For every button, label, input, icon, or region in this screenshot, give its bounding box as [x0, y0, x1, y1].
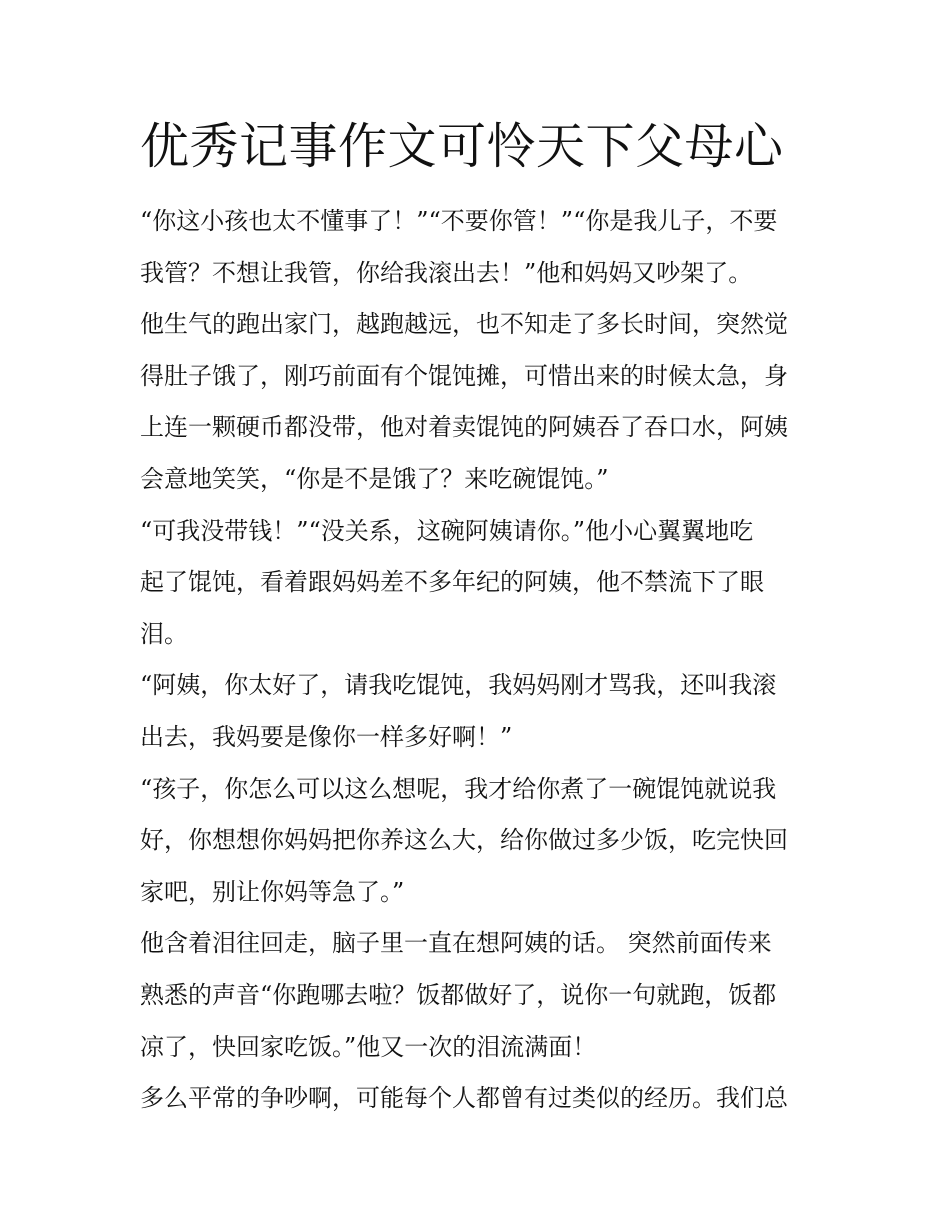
document-title: 优秀记事作文可怜天下父母心	[140, 118, 784, 175]
text-line: 起了馄饨，看着跟妈妈差不多年纪的阿姨，他不禁流下了眼	[140, 568, 764, 597]
text-line: 多么平常的争吵啊，可能每个人都曾有过类似的经历。我们总	[140, 1084, 788, 1113]
text-line: 他生气的跑出家门，越跑越远，也不知走了多长时间，突然觉	[140, 310, 788, 339]
text-line: 他含着泪往回走，脑子里一直在想阿姨的话。 突然前面传来	[140, 929, 772, 958]
text-line: “可我没带钱！”“没关系，这碗阿姨请你。”他小心翼翼地吃	[140, 516, 754, 545]
text-line: “孩子，你怎么可以这么想呢，我才给你煮了一碗馄饨就说我	[140, 774, 777, 803]
text-line: 家吧，别让你妈等急了。”	[140, 877, 405, 906]
text-line: 得肚子饿了，刚巧前面有个馄饨摊，可惜出来的时候太急，身	[140, 361, 788, 390]
text-line: 熟悉的声音“你跑哪去啦？饭都做好了，说你一句就跑，饭都	[140, 980, 777, 1009]
text-line: 会意地笑笑，“你是不是饿了？来吃碗馄饨。”	[140, 464, 609, 493]
text-line: 凉了，快回家吃饭。”他又一次的泪流满面！	[140, 1032, 597, 1061]
text-line: “阿姨，你太好了，请我吃馄饨，我妈妈刚才骂我，还叫我滚	[140, 671, 777, 700]
text-line: 出去，我妈要是像你一样多好啊！”	[140, 722, 513, 751]
text-line: “你这小孩也太不懂事了！”“不要你管！”“你是我儿子，不要	[140, 207, 778, 235]
text-line: 我管？不想让我管，你给我滚出去！”他和妈妈又吵架了。	[140, 258, 753, 287]
text-line: 上连一颗硬币都没带，他对着卖馄饨的阿姨吞了吞口水，阿姨	[140, 413, 788, 442]
document-body	[140, 196, 820, 1125]
text-line: 好，你想想你妈妈把你养这么大，给你做过多少饭，吃完快回	[140, 826, 788, 855]
text-line: 泪。	[140, 619, 188, 648]
